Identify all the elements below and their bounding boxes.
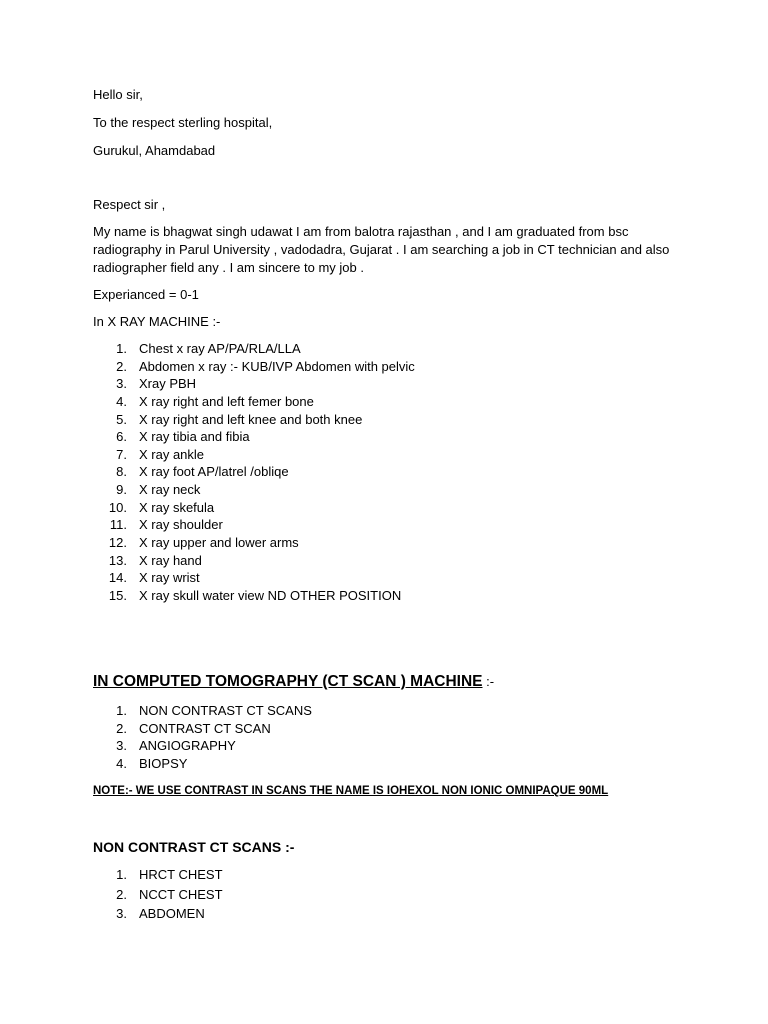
list-item xyxy=(93,885,223,905)
list-text: X ray foot AP/latrel /obliqe xyxy=(139,464,289,480)
list-number: 2. xyxy=(116,720,127,736)
list-item xyxy=(93,904,223,924)
list-text: X ray skefula xyxy=(139,499,215,515)
list-number: 1. xyxy=(116,867,127,882)
greeting: Hello sir, xyxy=(93,87,143,102)
recipient-line: To the respect sterling hospital, xyxy=(93,115,273,130)
list-text: ABDOMEN xyxy=(139,906,205,922)
list-text: X ray right and left femer bone xyxy=(139,393,314,409)
list-item xyxy=(93,737,312,755)
list-number: 6. xyxy=(116,429,127,445)
list-text: X ray upper and lower arms xyxy=(139,535,299,551)
list-number: 4. xyxy=(116,393,127,409)
salutation: Respect sir , xyxy=(93,197,166,212)
list-number: 7. xyxy=(116,446,127,462)
list-number: 1. xyxy=(116,703,127,718)
list-text: CONTRAST CT SCAN xyxy=(139,720,271,736)
list-item xyxy=(93,534,415,552)
location-line: Gurukul, Ahamdabad xyxy=(93,143,216,158)
intro-line: My name is bhagwat singh udawat I am from balotra rajasthan , and I am graduated from bsc xyxy=(93,224,629,239)
list-number: 1. xyxy=(116,341,127,356)
list-number: 10. xyxy=(108,499,127,515)
non-contrast-heading: NON CONTRAST CT SCANS :- xyxy=(93,839,295,855)
list-number: 4. xyxy=(116,755,127,771)
list-text: X ray hand xyxy=(139,552,202,568)
list-text: Chest x ray AP/PA/RLA/LLA xyxy=(139,341,301,356)
list-item xyxy=(93,702,312,720)
intro-line: radiography in Parul University , vadodadra, Gujarat . I am searching a job in CT technician and also xyxy=(93,242,670,257)
list-text: X ray wrist xyxy=(139,570,200,586)
list-text: X ray right and left knee and both knee xyxy=(139,411,363,427)
list-item xyxy=(93,340,415,358)
list-item xyxy=(93,720,312,738)
list-number: 15. xyxy=(108,587,127,603)
list-text: X ray skull water view ND OTHER POSITION xyxy=(139,587,402,603)
list-text: X ray ankle xyxy=(139,446,205,462)
list-text: X ray neck xyxy=(139,482,201,498)
list-item xyxy=(93,569,415,587)
list-item xyxy=(93,516,415,534)
list-number: 12. xyxy=(108,535,127,551)
experience-line: Experianced = 0-1 xyxy=(93,287,199,302)
intro-line: radiographer field any . I am sincere to my job . xyxy=(93,260,364,275)
list-item xyxy=(93,552,415,570)
list-number: 2. xyxy=(116,358,127,374)
list-number: 9. xyxy=(116,482,127,498)
list-item xyxy=(93,446,415,464)
list-number: 8. xyxy=(116,464,127,480)
list-text: BIOPSY xyxy=(139,755,188,771)
xray-section-heading: In X RAY MACHINE :- xyxy=(93,314,221,329)
list-text: Xray PBH xyxy=(139,376,197,392)
list-item xyxy=(93,358,415,376)
list-text: Abdomen x ray :- KUB/IVP Abdomen with pelvic xyxy=(139,358,415,374)
list-number: 14. xyxy=(108,570,127,586)
list-number: 2. xyxy=(116,886,127,902)
list-item xyxy=(93,428,415,446)
list-item xyxy=(93,411,415,429)
list-item xyxy=(93,375,415,393)
list-text: NON CONTRAST CT SCANS xyxy=(139,703,312,718)
list-number: 3. xyxy=(116,376,127,392)
list-item xyxy=(93,587,415,605)
non-contrast-list xyxy=(93,865,223,924)
contrast-note: NOTE:- WE USE CONTRAST IN SCANS THE NAME IS IOHEXOL NON IONIC OMNIPAQUE 90ML xyxy=(93,785,609,797)
list-item xyxy=(93,393,415,411)
list-item xyxy=(93,499,415,517)
xray-list xyxy=(93,340,415,605)
list-text: HRCT CHEST xyxy=(139,867,223,882)
ct-heading-text: IN COMPUTED TOMOGRAPHY (CT SCAN ) MACHINE xyxy=(93,673,483,690)
list-text: X ray tibia and fibia xyxy=(139,429,250,445)
ct-list xyxy=(93,702,312,772)
list-number: 3. xyxy=(116,906,127,922)
list-text: ANGIOGRAPHY xyxy=(139,738,236,754)
list-item xyxy=(93,755,312,773)
list-item xyxy=(93,481,415,499)
list-number: 3. xyxy=(116,738,127,754)
list-number: 5. xyxy=(116,411,127,427)
intro-paragraph xyxy=(93,223,678,277)
list-number: 11. xyxy=(109,517,127,533)
list-item xyxy=(93,463,415,481)
list-text: X ray shoulder xyxy=(139,517,223,533)
list-item xyxy=(93,865,223,885)
ct-heading-tail: :- xyxy=(482,674,495,689)
list-text: NCCT CHEST xyxy=(139,886,223,902)
ct-section-heading xyxy=(93,672,494,692)
list-number: 13. xyxy=(108,552,127,568)
